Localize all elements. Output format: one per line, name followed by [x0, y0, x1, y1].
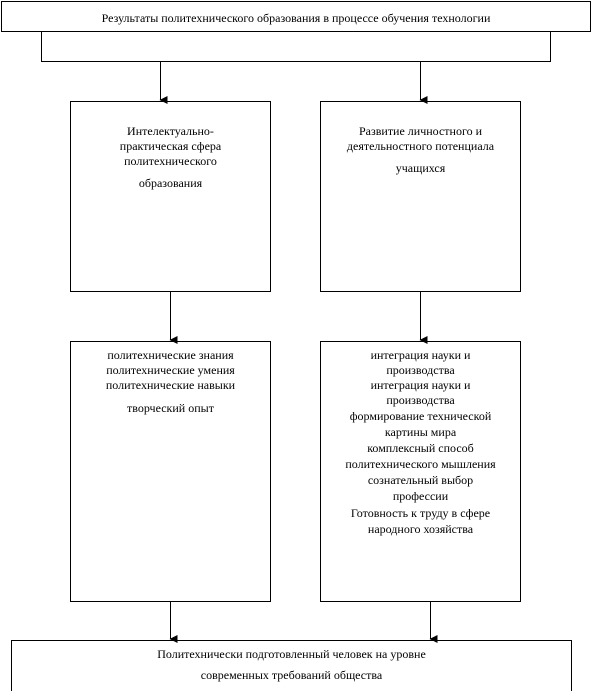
left-results-line-4: творческий опыт — [127, 401, 214, 415]
right-sphere-line-3: учащихся — [395, 161, 446, 175]
left-results-line-3: политехнические навыки — [105, 378, 236, 392]
left-results-line-1: политехнические знания — [107, 348, 234, 362]
right-results-line-1: интеграция науки и — [370, 348, 471, 362]
right-results-line-9: сознательный выбор — [367, 473, 474, 487]
left-sphere-line-1: Интелектуально- — [127, 124, 214, 138]
right-results-line-8: политехнического мышления — [345, 457, 496, 471]
outcome-line-1: Политехнически подготовленный человек на уровне — [157, 647, 426, 661]
right-results-line-6: картины мира — [384, 425, 457, 439]
right-results-line-10: профессии — [392, 489, 449, 503]
right-results-line-7: комплексный способ — [367, 441, 474, 455]
left-sphere-line-2: практическая сфера — [119, 139, 222, 153]
left-sphere-line-4: образования — [138, 176, 203, 190]
right-results-line-11: Готовность к труду в сфере — [350, 506, 491, 520]
right-results-line-4: производства — [386, 393, 455, 407]
right-results-line-12: народного хозяйства — [367, 522, 474, 536]
right-sphere-line-2: деятельностного потенциала — [346, 139, 495, 153]
outcome-line-2: современных требований общества — [200, 668, 383, 682]
left-results-line-2: политехнические умения — [106, 363, 235, 377]
right-results-line-3: интеграция науки и — [370, 378, 471, 392]
right-results-line-2: производства — [386, 363, 455, 377]
left-sphere-line-3: политехнического — [124, 154, 217, 168]
right-sphere-line-1: Развитие личностного и — [358, 124, 483, 138]
right-results-line-5: формирование технической — [349, 409, 492, 423]
diagram-title: Результаты политехнического образования в процессе обучения технологии — [101, 11, 491, 25]
